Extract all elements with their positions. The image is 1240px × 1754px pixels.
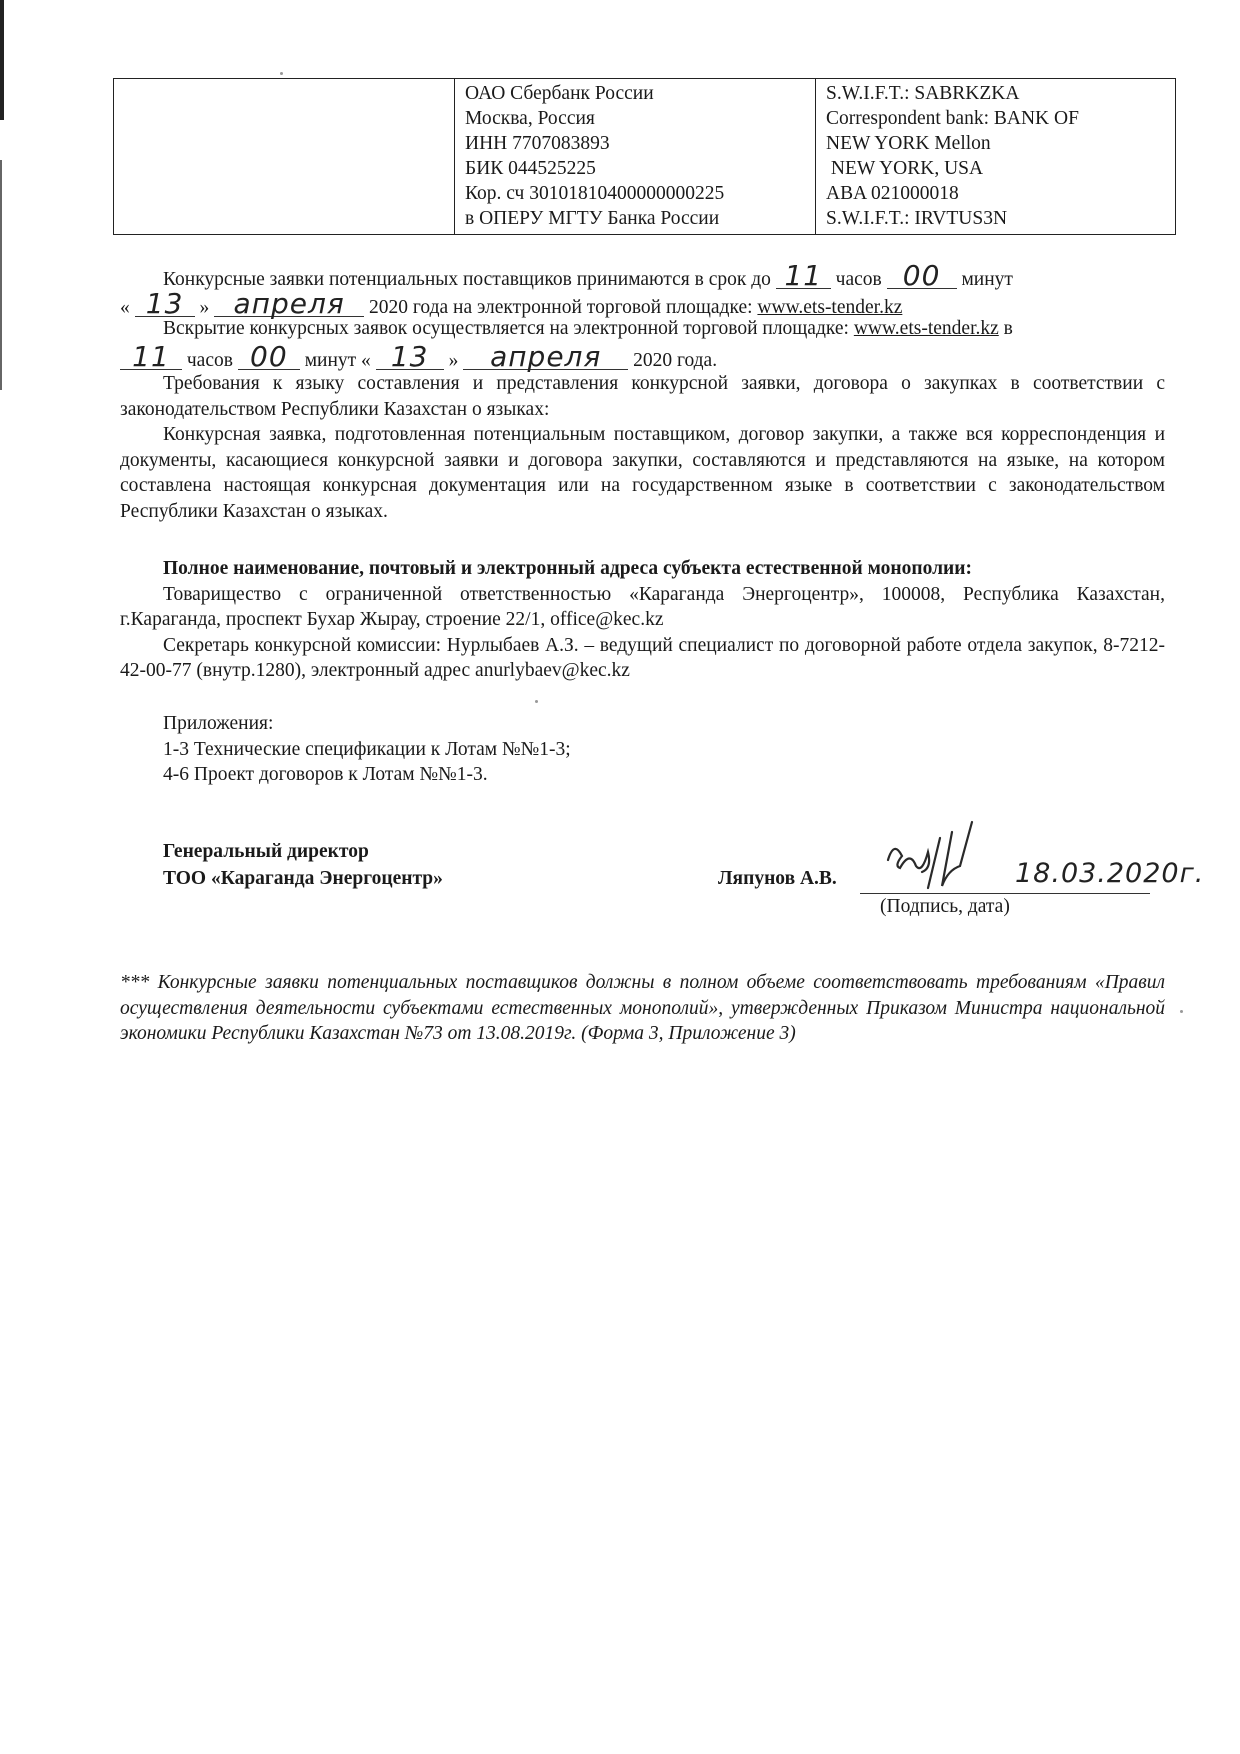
scan-speck <box>1180 1010 1183 1013</box>
bank-table-empty-cell <box>114 79 455 235</box>
opening-minute-handwritten: 00 <box>238 344 300 370</box>
attachments-section <box>120 711 1165 788</box>
deadline-minutes-label: минут <box>961 269 1013 290</box>
language-section <box>120 371 1165 524</box>
bank-table-swift-cell <box>816 79 1176 235</box>
secretary-paragraph: Секретарь конкурсной комиссии: Нурлыбаев А.З. – ведущий специалист по договорной работе отдела закупок, 8-7212-42-00-77 (внутр.1280), электронный адрес anurlybaev@kec.kz <box>120 634 1165 681</box>
opening-hours-label: часов <box>186 350 233 371</box>
signature-underline <box>860 893 1150 894</box>
signatory-company: ТОО «Караганда Энергоцентр» <box>163 868 443 889</box>
footnote: *** Конкурсные заявки потенциальных поставщиков должны в полном объеме соответствовать требованиям «Правил осуществления деятельности субъектами естественных монополий», утвержденных Приказом Министра национальной экономики Республики Казахстан №73 от 13.08.2019г. (Форма 3, Приложение 3) <box>120 972 1165 1044</box>
opening-line-1 <box>163 318 1013 340</box>
bank-details-table <box>113 78 1176 235</box>
signature-caption: (Подпись, дата) <box>880 896 1010 917</box>
deadline-text: Конкурсные заявки потенциальных поставщиков принимаются в срок до <box>163 269 771 290</box>
entity-address-paragraph: Товарищество с ограниченной ответственностью «Караганда Энергоцентр», 100008, Республика Казахстан, г.Караганда, проспект Бухар Жырау, строение 22/1, office@kec.kz <box>120 583 1165 630</box>
deadline-minute-handwritten: 00 <box>887 263 957 289</box>
bank-line: Москва, Россия <box>465 108 595 129</box>
quote-close: » <box>199 297 210 318</box>
signatory-name: Ляпунов А.В. <box>718 868 837 889</box>
attachment-item: 1-3 Технические спецификации к Лотам №№1-3; <box>163 738 571 760</box>
opening-line-2 <box>120 340 718 373</box>
opening-month-handwritten: апреля <box>463 344 628 370</box>
bank-line: ОАО Сбербанк России <box>465 83 654 104</box>
attachments-title: Приложения: <box>163 713 274 734</box>
opening-text: Вскрытие конкурсных заявок осуществляется на электронной торговой площадке: <box>163 318 849 339</box>
bank-line: NEW YORK, USA <box>826 158 984 179</box>
quote-open: « <box>120 297 130 318</box>
bank-line: NEW YORK Mellon <box>826 133 991 154</box>
bank-table-russian-bank-cell <box>455 79 816 235</box>
bank-line: S.W.I.F.T.: IRVTUS3N <box>826 208 1008 229</box>
bank-line: S.W.I.F.T.: SABRKZKA <box>826 83 1020 104</box>
bank-line: Кор. сч 30101810400000000225 <box>465 183 725 204</box>
scan-edge-mark <box>0 0 4 120</box>
bank-line: БИК 044525225 <box>465 158 596 179</box>
deadline-day-handwritten: 13 <box>135 291 195 317</box>
signatory-title: Генеральный директор <box>163 841 369 862</box>
handwritten-date: 18.03.2020г. <box>1015 858 1205 889</box>
bank-line: Correspondent bank: BANK OF <box>826 108 1079 129</box>
opening-day-handwritten: 13 <box>376 344 444 370</box>
deadline-line-2 <box>120 287 903 320</box>
handwritten-signature <box>860 812 1000 892</box>
bank-line: в ОПЕРУ МГТУ Банка России <box>465 208 720 229</box>
entity-heading: Полное наименование, почтовый и электронный адреса субъекта естественной монополии: <box>163 558 972 579</box>
opening-minutes-label: минут « <box>304 350 371 371</box>
bank-line: ABA 021000018 <box>826 183 959 204</box>
deadline-url-link[interactable]: www.ets-tender.kz <box>757 297 903 318</box>
deadline-hours-label: часов <box>835 269 882 290</box>
deadline-month-handwritten: апреля <box>214 291 364 317</box>
deadline-text-2: 2020 года на электронной торговой площадке: <box>369 297 753 318</box>
entity-section <box>120 556 1165 684</box>
attachment-item: 4-6 Проект договоров к Лотам №№1-3. <box>163 764 488 785</box>
scan-edge-mark <box>0 160 2 390</box>
opening-url-link[interactable]: www.ets-tender.kz <box>853 318 999 339</box>
scan-speck <box>535 700 538 703</box>
language-details-paragraph: Конкурсная заявка, подготовленная потенциальным поставщиком, договор закупки, а также вся корреспонденция и документы, касающиеся конкурсной заявки и договора закупки, составляются и представляются на языке, на котором составлена настоящая конкурсная документация или на государственном языке в соответствии с законодательством Республики Казахстан о языках. <box>120 424 1165 522</box>
bank-line: ИНН 7707083893 <box>465 133 610 154</box>
language-requirement-paragraph: Требования к языку составления и представления конкурсной заявки, договора о закупках в соответствии с законодательством Республики Казахстан о языках: <box>120 373 1165 420</box>
deadline-hour-handwritten: 11 <box>776 263 831 289</box>
opening-hour-handwritten: 11 <box>120 344 182 370</box>
quote-close: » <box>448 350 459 371</box>
opening-text-b: в <box>1003 318 1013 339</box>
opening-year-text: 2020 года. <box>633 350 718 371</box>
scan-speck <box>280 72 283 75</box>
